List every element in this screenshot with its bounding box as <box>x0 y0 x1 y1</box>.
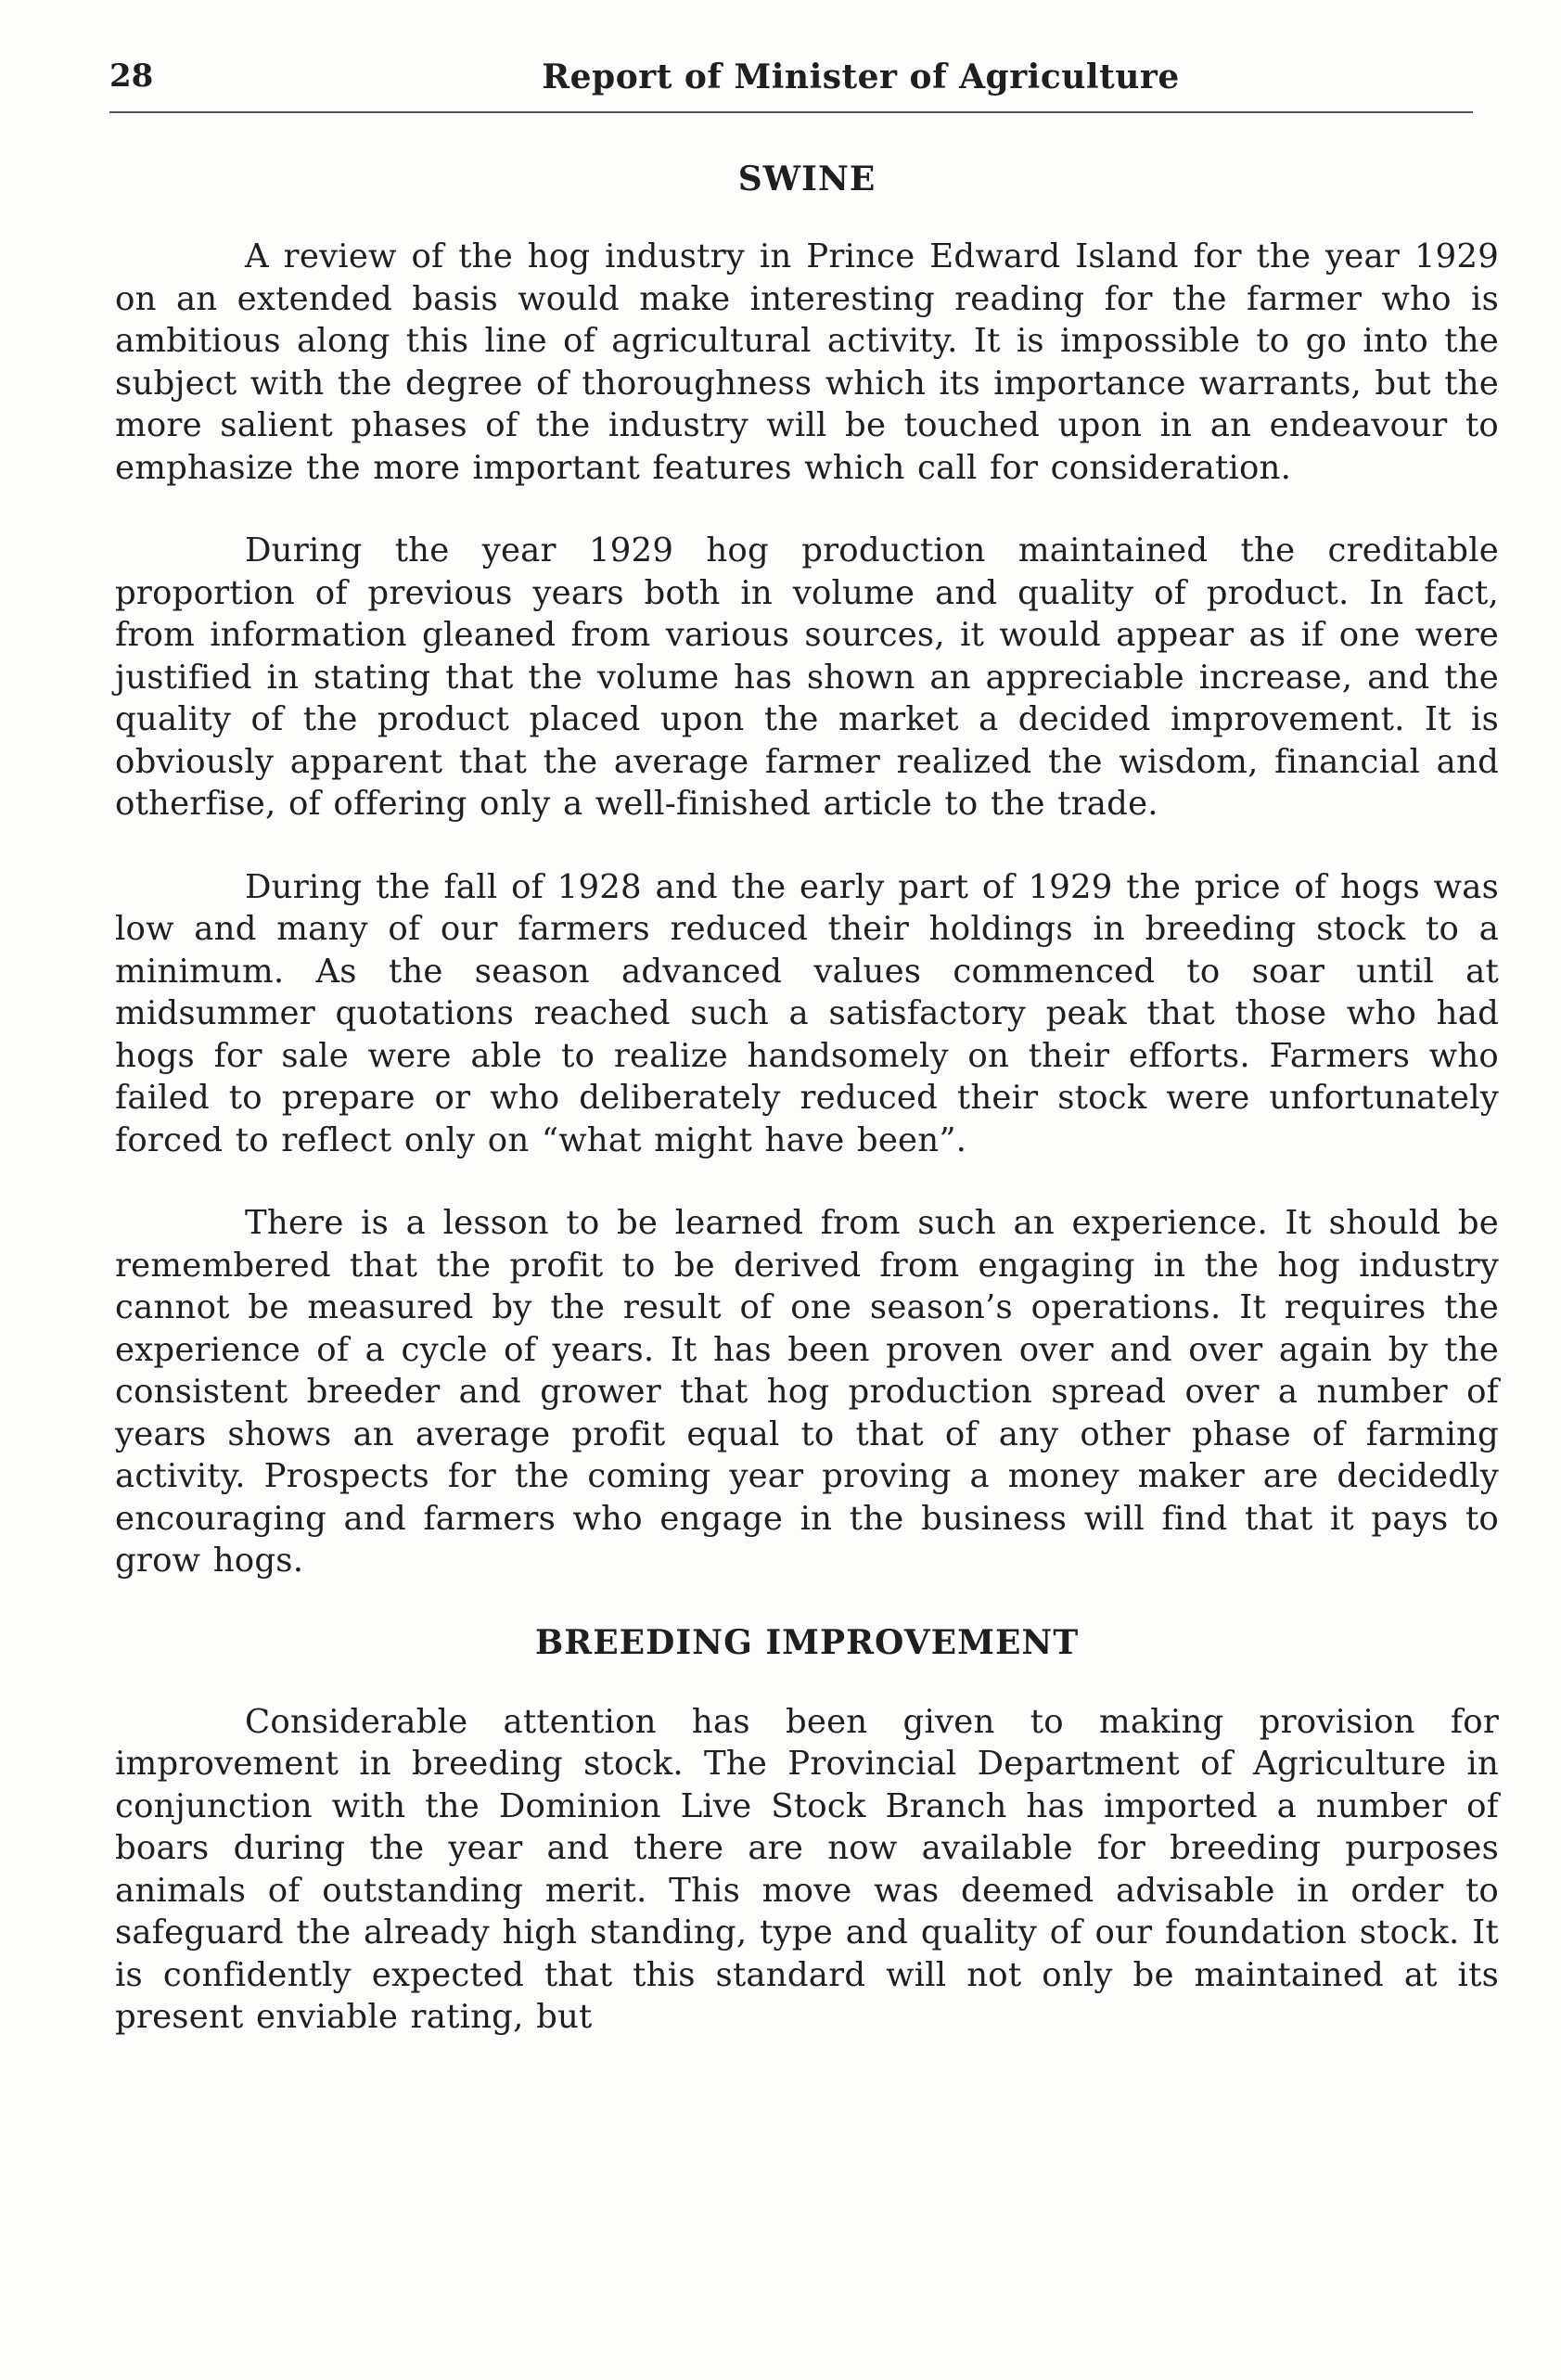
header-rule <box>109 111 1473 113</box>
page-header <box>109 58 1473 113</box>
section-heading-breeding-improvement: BREEDING IMPROVEMENT <box>534 1622 1080 1662</box>
paragraph: Considerable attention has been given to making provision for improvement in breeding stock. The Provincial Department of Agriculture in conjunction with the Dominion Live Stock Branch has imported a number of boars during the year and there are now available for breeding purposes animals of outstanding merit. This move was deemed advisable in order to safeguard the already high standing, type and quality of our foundation stock. It is confidently expected that this standard will not only be maintained at its present enviable rating, but <box>115 1702 1499 2036</box>
section-heading-swine: SWINE <box>737 160 876 198</box>
paragraph: During the year 1929 hog production maintained the creditable proportion of previous years both in volume and quality of product. In fact, from information gleaned from various sources, it would appear as if one were justified in stating that the volume has shown an appreciable increase, and the quality of the product placed upon the market a decided improvement. It is obviously apparent that the average farmer realized the wisdom, financial and otherfise, of offering only a well-finished article to the trade. <box>115 531 1499 823</box>
paragraph: A review of the hog industry in Prince Edward Island for the year 1929 on an extended basis would make interesting reading for the farmer who is ambitious along this line of agricultural activity. It is impossible to go into the subject with the degree of thoroughness which its importance warrants, but the more salient phases of the industry will be touched upon in an endeavour to emphasize the more important features which call for consideration. <box>115 237 1499 487</box>
page-body <box>115 150 1499 2039</box>
paragraph: There is a lesson to be learned from such an experience. It should be remembered that the profit to be derived from engaging in the hog industry cannot be measured by the result of one season’s operations. It requires the experience of a cycle of years. It has been proven over and over again by the consistent breeder and grower that hog production spread over a number of years shows an average profit equal to that of any other phase of farming activity. Prospects for the coming year proving a money maker are decidedly encouraging and farmers who engage in the business will find that it pays to grow hogs. <box>115 1204 1499 1580</box>
page-number: 28 <box>109 58 154 95</box>
paragraph: During the fall of 1928 and the early part of 1929 the price of hogs was low and many of our farmers reduced their holdings in breeding stock to a minimum. As the season advanced values commenced to soar until at midsummer quotations reached such a satisfactory peak that those who had hogs for sale were able to realize handsomely on their efforts. Farmers who failed to prepare or who deliberately reduced their stock were unfortunately forced to reflect only on “what might have been”. <box>115 867 1499 1159</box>
running-title: Report of Minister of Agriculture <box>542 58 1180 96</box>
